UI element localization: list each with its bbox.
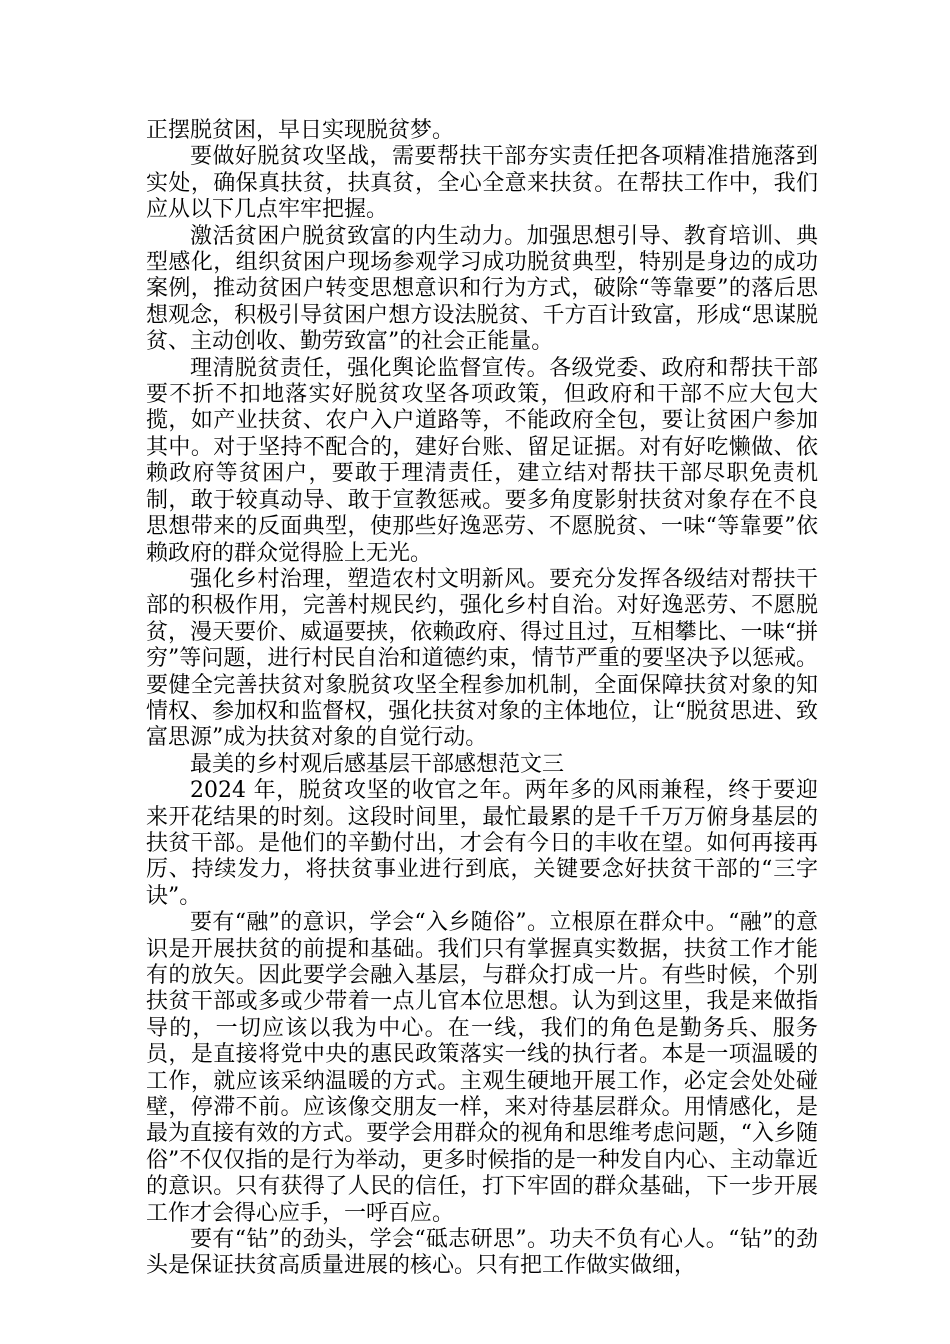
- paragraph: 强化乡村治理，塑造农村文明新风。要充分发挥各级结对帮扶干部的积极作用，完善村规民约，强化乡村自治。对好逸恶劳、不愿脱贫，漫天要价、威逼要挟，依赖政府、得过且过，互相攀比、一味“拼穷”等问题，进行村民自治和道德约束，情节严重的要坚决予以惩戒。要健全完善扶贫对象脱贫攻坚全程参加机制，全面保障扶贫对象的知情权、参加权和监督权，强化扶贫对象的主体地位，让“脱贫思进、致富思源”成为扶贫对象的自觉行动。: [146, 566, 818, 751]
- paragraph: 要有“融”的意识，学会“入乡随俗”。立根原在群众中。“融”的意识是开展扶贫的前提和基础。我们只有掌握真实数据，扶贫工作才能有的放矢。因此要学会融入基层，与群众打成一片。有些时候，个别扶贫干部或多或少带着一点儿官本位思想。认为到这里，我是来做指导的，一切应该以我为中心。在一线，我们的角色是勤务兵、服务员，是直接将党中央的惠民政策落实一线的执行者。本是一项温暖的工作，就应该采纳温暖的方式。主观生硬地开展工作，必定会处处碰壁，停滞不前。应该像交朋友一样，来对待基层群众。用情感化，是最为直接有效的方式。要学会用群众的视角和思维考虑问题，“入乡随俗”不仅仅指的是行为举动，更多时候指的是一种发自内心、主动靠近的意识。只有获得了人民的信任，打下牢固的群众基础，下一步开展工作才会得心应手，一呼百应。: [146, 910, 818, 1226]
- paragraph: 2024 年，脱贫攻坚的收官之年。两年多的风雨兼程，终于要迎来开花结果的时刻。这段时间里，最忙最累的是千千万万俯身基层的扶贫干部。是他们的辛勤付出，才会有今日的丰收在望。如何再接再厉、持续发力，将扶贫事业进行到底，关键要念好扶贫干部的“三字诀”。: [146, 778, 818, 909]
- paragraph: 要做好脱贫攻坚战，需要帮扶干部夯实责任把各项精准措施落到实处，确保真扶贫，扶真贫，全心全意来扶贫。在帮扶工作中，我们应从以下几点牢牢把握。: [146, 144, 818, 223]
- section-heading: 最美的乡村观后感基层干部感想范文三: [190, 751, 565, 777]
- paragraph: 理清脱贫责任，强化舆论监督宣传。各级党委、政府和帮扶干部要不折不扣地落实好脱贫攻坚各项政策，但政府和干部不应大包大揽，如产业扶贫、农户入户道路等，不能政府全包，要让贫困户参加其中。对于坚持不配合的，建好台账、留足证据。对有好吃懒做、依赖政府等贫困户，要敢于理清责任，建立结对帮扶干部尽职免责机制，敢于较真动导、敢于宣教惩戒。要多角度影射扶贫对象存在不良思想带来的反面典型，使那些好逸恶劳、不愿脱贫、一味“等靠要”依赖政府的群众觉得脸上无光。: [146, 355, 818, 566]
- document-body: [146, 118, 818, 1280]
- paragraph: 激活贫困户脱贫致富的内生动力。加强思想引导、教育培训、典型感化，组织贫困户现场参观学习成功脱贫典型，特别是身边的成功案例，推动贫困户转变思想意识和行为方式，破除“等靠要”的落后思想观念，积极引导贫困户想方设法脱贫、千方百计致富，形成“思谋脱贫、主动创收、勤劳致富”的社会正能量。: [146, 223, 818, 355]
- paragraph: 要有“钻”的劲头，学会“砥志研思”。功夫不负有心人。“钻”的劲头是保证扶贫高质量进展的核心。只有把工作做实做细，: [146, 1227, 818, 1279]
- paragraph: 正摆脱贫困，早日实现脱贫梦。: [146, 118, 455, 143]
